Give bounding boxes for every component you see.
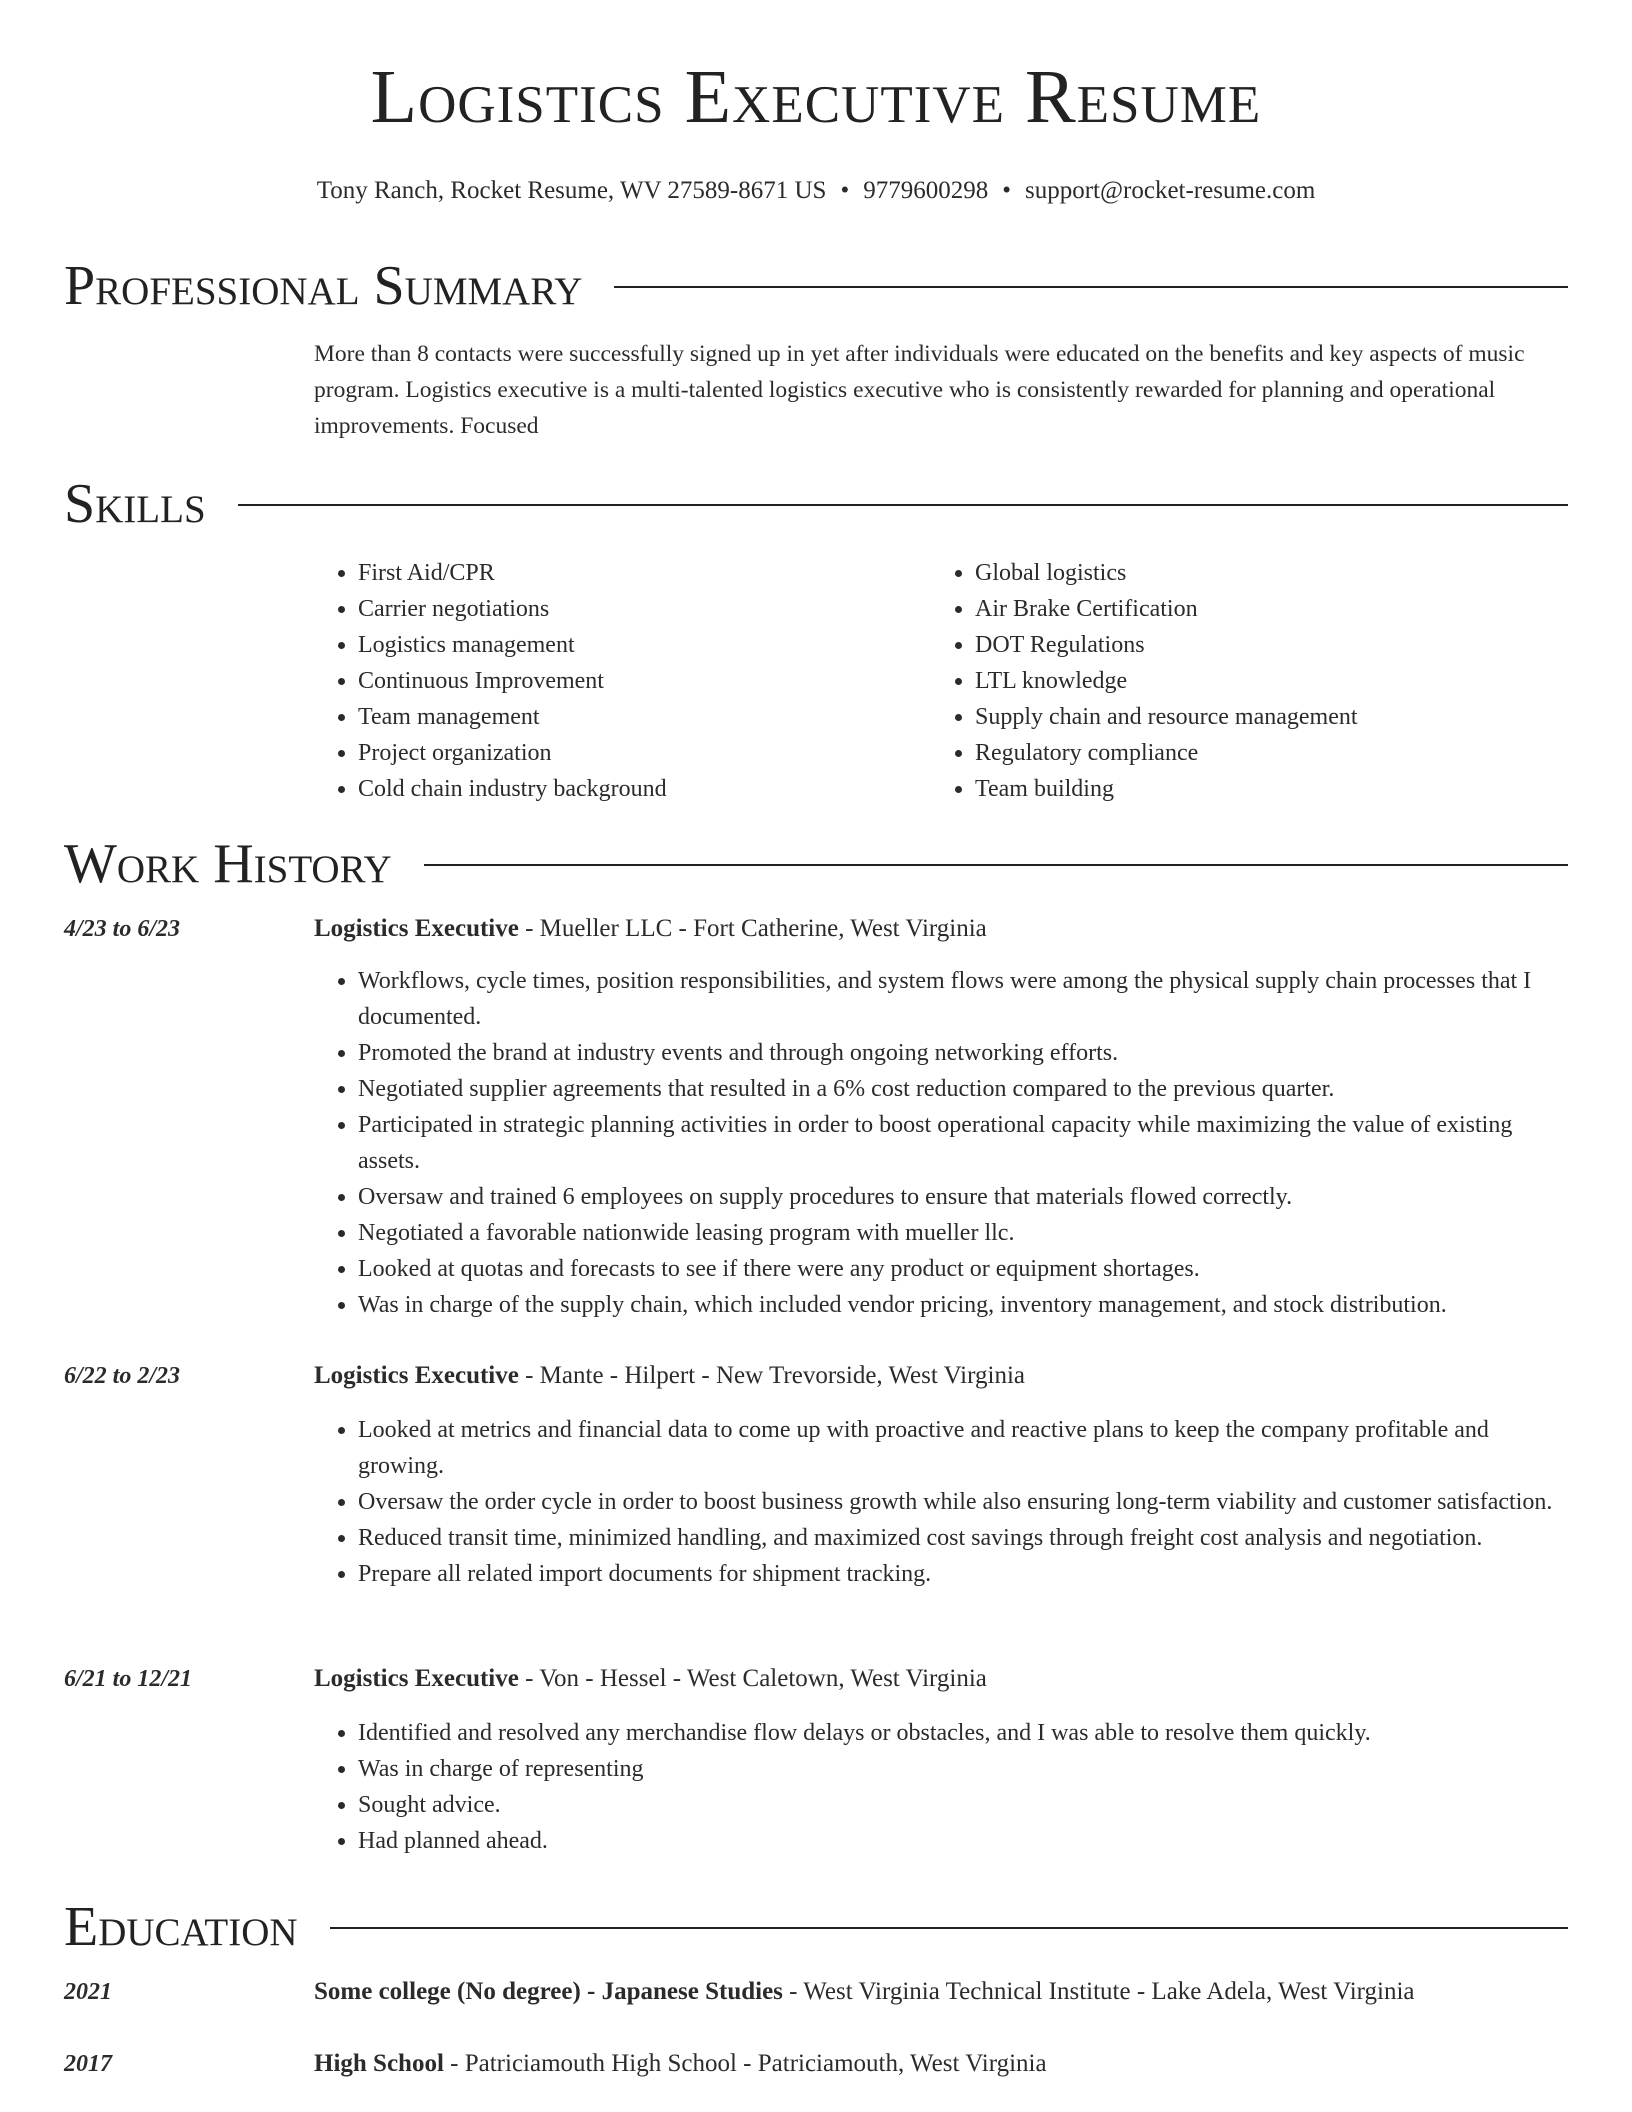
section-header-skills [64, 469, 1568, 539]
section-divider [614, 286, 1568, 288]
contact-phone: 9779600298 [863, 177, 989, 204]
education-heading [314, 1974, 1568, 2010]
job-bullet: • Workflows, cycle times, position responsibilities, and system flows were among the physical supply chain processes that I documented. [358, 963, 1568, 1035]
skill-item: • Project organization [358, 735, 931, 771]
job-bullet: • Participated in strategic planning activities in order to boost operational capacity while maximizing the value of existing assets. [358, 1107, 1568, 1179]
skill-item: • DOT Regulations [975, 627, 1548, 663]
contact-separator: • [1002, 177, 1011, 204]
job-title: Logistics Executive [314, 915, 519, 942]
job-bullet: • Prepare all related import documents for shipment tracking. [358, 1556, 1568, 1592]
job-title: Logistics Executive [314, 1665, 519, 1692]
job-bullet: • Promoted the brand at industry events and through ongoing networking efforts. [358, 1035, 1568, 1071]
resume-title: Logistics Executive Resume [370, 55, 1262, 139]
education-heading [314, 2046, 1568, 2082]
skill-item: • Global logistics [975, 555, 1548, 591]
section-divider [238, 504, 1568, 506]
job-bullet: • Reduced transit time, minimized handling, and maximized cost savings through freight cost analysis and negotiation. [358, 1520, 1568, 1556]
job-details: - Von - Hessel - West Caletown, West Virginia [518, 1665, 987, 1692]
contact-separator: • [840, 177, 850, 204]
contact-line [64, 174, 1568, 208]
job-dates: 6/21 to 12/21 [64, 1666, 193, 1692]
skill-item: • Logistics management [358, 627, 931, 663]
skill-item: • Team building [975, 771, 1548, 807]
section-header-education [64, 1892, 1568, 1962]
skill-item: • Carrier negotiations [358, 591, 931, 627]
job-details: - Mante - Hilpert - New Trevorside, West Virginia [518, 1362, 1025, 1389]
education-year: 2017 [64, 2051, 112, 2077]
section-title-education: Education [64, 1896, 298, 1958]
job-heading [314, 911, 1568, 947]
skill-item: • Continuous Improvement [358, 663, 931, 699]
summary-text: More than 8 contacts were successfully signed up in yet after individuals were educated on the benefits and key aspects of music program. Logistics executive is a multi-talented logistics executive who is consistently rewarded for planning and operational improvements. Focused [314, 341, 1525, 439]
skill-item: • Regulatory compliance [975, 735, 1548, 771]
education-year: 2021 [64, 1979, 112, 2005]
section-header-summary [64, 251, 1568, 321]
job-heading [314, 1358, 1568, 1394]
skill-item: • LTL knowledge [975, 663, 1548, 699]
job-title: Logistics Executive [314, 1362, 519, 1389]
section-title-skills: Skills [64, 473, 206, 535]
skill-item: • Supply chain and resource management [975, 699, 1548, 735]
job-bullet: • Oversaw the order cycle in order to boost business growth while also ensuring long-term viability and customer satisfaction. [358, 1484, 1568, 1520]
job-bullet: • Was in charge of the supply chain, which included vendor pricing, inventory management, and stock distribution. [358, 1287, 1568, 1323]
job-details: - Mueller LLC - Fort Catherine, West Virginia [518, 915, 987, 942]
job-bullet: • Negotiated a favorable nationwide leasing program with mueller llc. [358, 1215, 1568, 1251]
section-divider [424, 864, 1568, 866]
job-bullet: • Looked at metrics and financial data to come up with proactive and reactive plans to keep the company profitable and growing. [358, 1412, 1568, 1484]
job-dates: 6/22 to 2/23 [64, 1363, 181, 1389]
skill-item: • Cold chain industry background [358, 771, 931, 807]
job-bullets [314, 1412, 1568, 1592]
job-dates: 4/23 to 6/23 [64, 916, 181, 942]
contact-email: support@rocket-resume.com [1025, 177, 1316, 204]
job-bullet: • Identified and resolved any merchandise flow delays or obstacles, and I was able to resolve them quickly. [358, 1715, 1568, 1751]
skill-item: • Team management [358, 699, 931, 735]
job-heading [314, 1661, 1568, 1697]
education-details: - West Virginia Technical Institute - Lake Adela, West Virginia [782, 1978, 1415, 2005]
contact-address: Tony Ranch, Rocket Resume, WV 27589-8671 US [316, 177, 827, 204]
job-bullets [314, 1715, 1568, 1859]
section-title-work-history: Work History [64, 833, 392, 895]
section-title-summary: Professional Summary [64, 255, 583, 317]
education-degree: Some college (No degree) - Japanese Studies [314, 1978, 783, 2005]
job-bullet: • Was in charge of representing [358, 1751, 1568, 1787]
job-bullets [314, 963, 1568, 1323]
skill-item: • Air Brake Certification [975, 591, 1548, 627]
skills-column-left [314, 555, 931, 807]
job-bullet: • Looked at quotas and forecasts to see if there were any product or equipment shortages. [358, 1251, 1568, 1287]
education-degree: High School [314, 2050, 444, 2077]
skill-item: • First Aid/CPR [358, 555, 931, 591]
job-bullet: • Sought advice. [358, 1787, 1568, 1823]
job-bullet: • Oversaw and trained 6 employees on supply procedures to ensure that materials flowed correctly. [358, 1179, 1568, 1215]
section-header-work-history [64, 829, 1568, 899]
job-bullet: • Had planned ahead. [358, 1823, 1568, 1859]
education-details: - Patriciamouth High School - Patriciamouth, West Virginia [443, 2050, 1047, 2077]
section-divider [330, 1927, 1568, 1929]
skills-column-right [931, 555, 1548, 807]
job-bullet: • Negotiated supplier agreements that resulted in a 6% cost reduction compared to the previous quarter. [358, 1071, 1568, 1107]
skills-list [314, 555, 1568, 807]
